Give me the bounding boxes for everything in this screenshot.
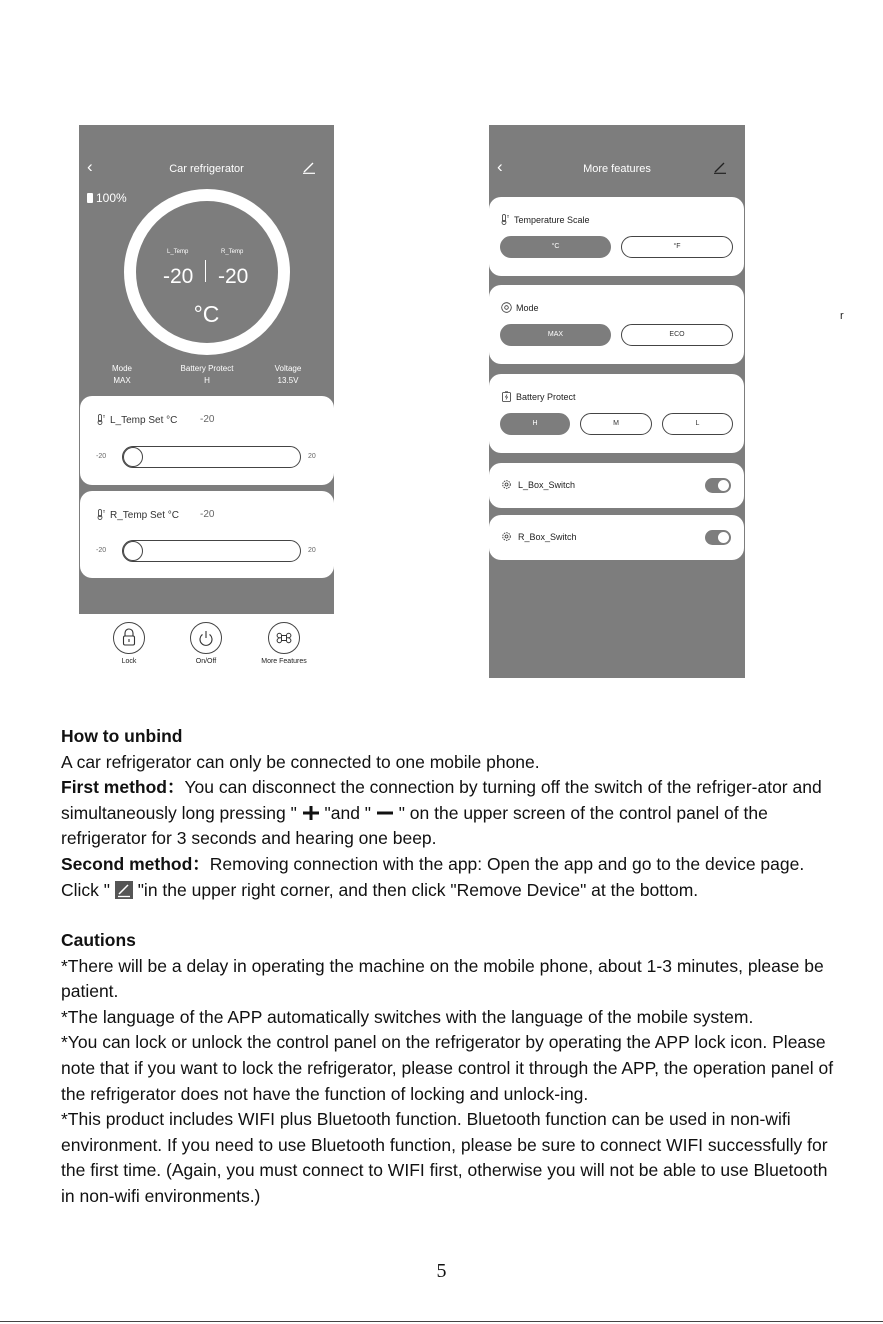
l-temp-slider[interactable] — [122, 446, 301, 468]
lock-label: Lock — [121, 658, 137, 665]
slider-min: -20 — [96, 547, 107, 554]
heading-text: Mode — [516, 303, 539, 313]
caution-item: *You can lock or unlock the control panel on the refrigerator by operating the APP lock icon. Please note that if you want to lock the refrigerator, please control it through the APP, the operation panel of the refrigerator does not have the function of locking and unlock-ing. — [61, 1032, 834, 1104]
option-max[interactable]: MAX — [500, 324, 611, 346]
stat-label: Mode — [111, 364, 132, 373]
battery-protect-heading — [501, 391, 576, 402]
second-method-label: Second method： — [61, 853, 210, 874]
back-icon[interactable]: ‹ — [87, 157, 93, 176]
option-eco[interactable]: ECO — [621, 324, 733, 346]
r-temp-label: R_Temp — [221, 249, 244, 255]
caution-item: *The language of the APP automatically switches with the language of the mobile system. — [61, 1006, 754, 1027]
unbind-intro: A car refrigerator can only be connected to one mobile phone. — [61, 751, 540, 772]
minus-icon — [376, 806, 394, 820]
l-box-switch-heading — [501, 479, 575, 490]
screen-title: More features — [583, 163, 651, 175]
l-temp-label: L_Temp — [167, 249, 189, 255]
thermometer-icon — [501, 214, 510, 225]
temperature-scale-card — [489, 197, 744, 276]
first-method-text-c: " on the upper screen of the control panel of the refrigerator for 3 seconds and hearing one beep. — [61, 802, 768, 849]
caution-item: *This product includes WIFI plus Bluetooth function. Bluetooth function can be used in non-wifi environment. If you need to use Bluetooth function, please be sure to connect WIFI successfully for the first time. (Again, you must connect to WIFI first, otherwise you will not be able to use Bluetooth in non-wifi environments.) — [61, 1109, 828, 1206]
l-temp-card-title — [97, 414, 177, 426]
settings-icon — [501, 531, 512, 542]
r-box-switch-heading — [501, 531, 577, 542]
slider-max: 20 — [308, 453, 316, 460]
battery-level: 100% — [96, 191, 127, 205]
heading-text: Temperature Scale — [514, 215, 590, 225]
option-fahrenheit[interactable]: °F — [621, 236, 733, 258]
temp-unit: °C — [193, 301, 220, 327]
status-row — [79, 363, 334, 389]
toggle-knob — [718, 532, 729, 543]
bottom-rule — [0, 1321, 883, 1322]
cautions-heading: Cautions — [61, 930, 136, 950]
plus-icon — [302, 806, 320, 820]
battery-icon — [87, 193, 93, 203]
r-temp-card-title — [97, 509, 179, 521]
second-method-text-a: Removing connection with the app: Open the app and go to the device page. Click " — [61, 853, 805, 900]
lock-icon — [114, 623, 144, 653]
temperature-ring — [124, 189, 290, 355]
r-temp-card — [80, 491, 334, 578]
settings-icon — [501, 479, 512, 490]
second-method — [61, 852, 841, 903]
more-features-screen — [489, 125, 745, 678]
slider-min: -20 — [96, 453, 107, 460]
stat-voltage — [248, 363, 328, 387]
battery-icon — [501, 391, 512, 402]
option-l[interactable]: L — [662, 413, 733, 435]
slider-max: 20 — [308, 547, 316, 554]
mode-icon — [501, 302, 512, 313]
card-title-text: R_Temp Set °C — [110, 510, 180, 521]
mode-heading — [501, 302, 539, 313]
l-temp-value: -20 — [163, 265, 194, 288]
edit-icon — [115, 881, 133, 899]
heading-text: R_Box_Switch — [518, 532, 577, 542]
back-icon[interactable]: ‹ — [497, 157, 503, 176]
l-temp-card — [80, 396, 334, 485]
page-number: 5 — [436, 1260, 447, 1282]
stat-battery-protect — [167, 363, 247, 387]
option-celsius[interactable]: °C — [500, 236, 611, 258]
lock-button[interactable] — [113, 622, 145, 654]
power-label: On/Off — [195, 658, 217, 665]
l-box-toggle[interactable] — [705, 478, 731, 493]
power-button[interactable] — [190, 622, 222, 654]
cautions-section — [61, 928, 841, 1210]
mode-card — [489, 285, 744, 364]
r-box-switch-row — [489, 515, 744, 560]
screen-title: Car refrigerator — [169, 163, 244, 175]
slider-knob[interactable] — [123, 447, 143, 467]
power-icon — [191, 623, 221, 653]
heading-text: Battery Protect — [516, 392, 576, 402]
stat-mode — [82, 363, 162, 387]
stat-label: Voltage — [274, 364, 302, 373]
battery-status — [87, 191, 127, 205]
stat-value: MAX — [113, 376, 131, 385]
temperature-scale-heading — [501, 214, 590, 225]
stat-label: Battery Protect — [180, 364, 234, 373]
r-temp-slider[interactable] — [122, 540, 301, 562]
command-icon — [269, 623, 299, 653]
more-features-label: More Features — [261, 658, 307, 665]
more-features-button[interactable] — [268, 622, 300, 654]
first-method-text-a: You can disconnect the connection by turning off the switch of the refriger-ator and simultaneously long pressing " — [61, 777, 822, 823]
stat-value: 13.5V — [277, 376, 299, 385]
first-method-label: First method： — [61, 777, 185, 798]
first-method — [61, 775, 841, 852]
stat-value: H — [204, 376, 210, 385]
unbind-heading: How to unbind — [61, 726, 183, 746]
thermometer-icon — [97, 414, 106, 425]
edit-icon[interactable] — [302, 160, 316, 174]
temp-divider — [205, 260, 206, 282]
car-refrigerator-screen — [79, 125, 334, 614]
unbind-section — [61, 724, 841, 903]
thermometer-icon — [97, 509, 106, 520]
second-method-text-b: "in the upper right corner, and then click "Remove Device" at the bottom. — [132, 879, 699, 900]
slider-knob[interactable] — [123, 541, 143, 561]
l-temp-card-value: -20 — [200, 414, 215, 425]
stray-mark: r — [840, 310, 844, 322]
option-h[interactable]: H — [500, 413, 570, 435]
edit-icon[interactable] — [713, 160, 727, 174]
l-box-switch-row — [489, 463, 744, 508]
card-title-text: L_Temp Set °C — [110, 415, 178, 426]
option-m[interactable]: M — [580, 413, 652, 435]
toggle-knob — [718, 480, 729, 491]
heading-text: L_Box_Switch — [518, 480, 576, 490]
battery-protect-card — [489, 374, 744, 453]
r-box-toggle[interactable] — [705, 530, 731, 545]
caution-item: *There will be a delay in operating the machine on the mobile phone, about 1-3 minutes, please be patient. — [61, 955, 824, 1002]
first-method-text-b: "and " — [319, 802, 376, 823]
r-temp-card-value: -20 — [200, 509, 215, 520]
r-temp-value: -20 — [218, 265, 249, 288]
